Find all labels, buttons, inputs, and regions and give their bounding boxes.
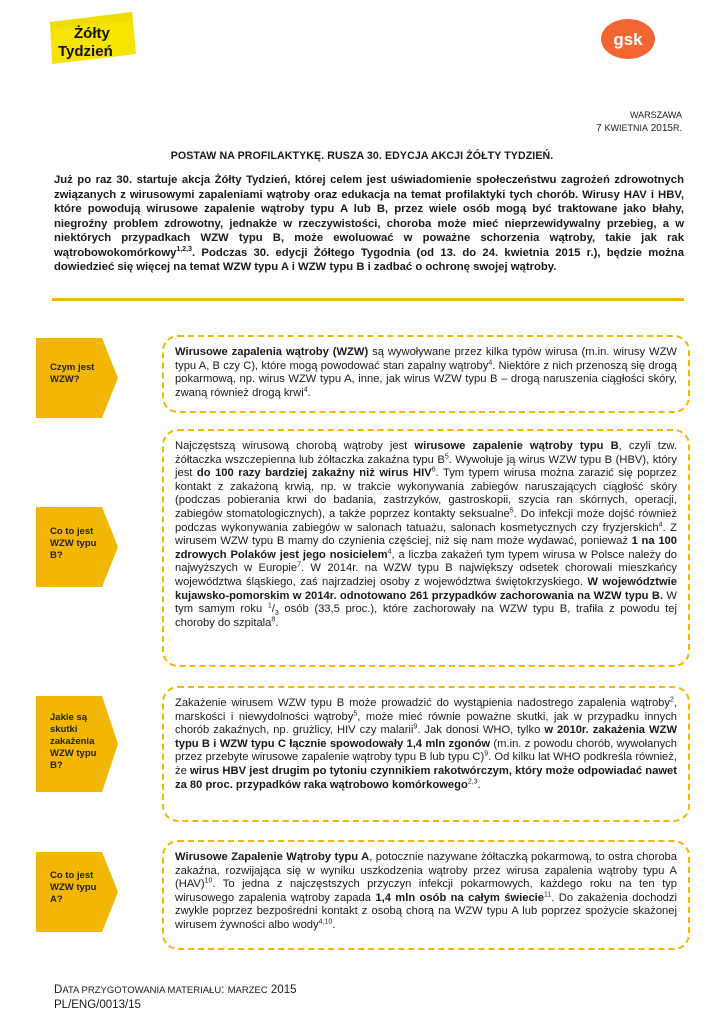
bold-text: 1,4 mln osób na całym świecie	[375, 891, 544, 904]
text: , marskości i niewydolności wątroby	[175, 697, 677, 723]
footnote-ref: 11	[544, 891, 552, 899]
footnote-ref: 4	[387, 548, 392, 556]
date-day: 7	[596, 123, 605, 134]
footnote-ref: 9	[484, 750, 489, 758]
footnote-ref: 5	[353, 709, 358, 717]
zolty-tydzien-logo	[46, 8, 138, 66]
text: są wywoływane przez kilka typów wirusa (m.in. wirusy WZW typu A, B czy C), które mogą powodować stan zapalny wątroby	[175, 346, 677, 372]
text: . Jak donosi WHO, tylko	[417, 724, 545, 737]
label-line: Jakie są	[50, 712, 87, 723]
bold-text: wirus HBV jest drugim po tytoniu czynnikiem rakotwórczym, który może odpowiadać nawet za 80 proc. przypadków raka wątrobowo komórkowego	[175, 764, 677, 791]
text: .	[307, 386, 311, 399]
label-line: B?	[50, 550, 63, 561]
bold-text: wirusowe zapalenie wątroby typu B	[414, 440, 619, 452]
bold-text: Wirusowe Zapalenie Wątroby typu A	[175, 851, 370, 863]
text: , a liczba zakażeń tym typem wirusa w Polsce należy do najwyższych w Europie	[175, 548, 677, 575]
logo-line2: Tydzień	[58, 43, 113, 60]
text: osób (33,5 proc.), które zachorowały na WZW typu B, trafiła z powodu tej choroby do szpitala	[175, 603, 677, 629]
gsk-logo	[600, 18, 656, 60]
footer-text: 2015	[267, 984, 297, 996]
footnote-ref: 5	[509, 507, 514, 515]
bold-text: W województwie kujawsko-pomorskim w 2014r. odnotowano 261 przypadków zachorowania na WZW typu B.	[175, 575, 677, 602]
text: . W 2014r. na WZW typu B największy odsetek chorowali mieszkańcy województwa śląskiego, zaś najrzadziej osoby z województwa świętokrzyskiego.	[175, 562, 677, 588]
footnote-ref: 6	[431, 466, 436, 474]
footnote-ref: 4	[303, 386, 308, 394]
section-label-wzw-a	[36, 852, 118, 932]
footer-text: MARZEC	[227, 985, 268, 996]
footer-text: :	[221, 984, 228, 996]
footer-text: D	[54, 984, 63, 996]
footnote-ref: 7	[297, 561, 301, 569]
label-line: skutki	[50, 724, 78, 735]
section-box-wzw-b-effects	[162, 686, 690, 822]
text: . Do zakażenia dochodzi zwykle poprzez bezpośredni kontakt z osobą chorą na WZW typu A lub poprzez spożycie skażonej wirusem żywności albo wody	[175, 891, 677, 931]
lead-text: . Podczas 30. edycji Żółtego Tygodnia (od 13. do 24. kwietnia 2015 r.), będzie można dowiedzieć się więcej na temat WZW typu A i WZW typu B i zadbać o ochronę swojej wątroby.	[54, 246, 684, 273]
date-year-suffix: R.	[673, 123, 682, 133]
section-text	[175, 346, 677, 400]
text: W tym samym roku	[175, 589, 677, 616]
section-text	[175, 851, 677, 933]
date-month: KWIETNIA	[604, 123, 648, 133]
footnote-ref: 1,2,3	[176, 245, 192, 253]
footnote-ref: 4,10	[318, 918, 333, 926]
footnote-ref: 2,3	[467, 777, 478, 785]
press-release-title: POSTAW NA PROFILAKTYKĘ. RUSZA 30. EDYCJA AKCJI ŻÓŁTY TYDZIEŃ.	[170, 150, 554, 162]
text: Zakażenie wirusem WZW typu B może prowadzić do wystąpienia nadostrego zapalenia wątroby	[175, 697, 670, 709]
text: Najczęstszą wirusową chorobą wątroby jest	[175, 440, 415, 452]
lead-paragraph	[54, 173, 684, 275]
footer	[54, 983, 297, 1012]
footnote-ref: 8	[271, 615, 276, 623]
document-code: PL/ENG/0013/15	[54, 999, 141, 1011]
section-label-wzw-b-effects	[36, 696, 118, 792]
label-line: WZW typu	[50, 882, 97, 893]
text: . To jedna z najczęstszych przyczyn infekcji pokarmowych, każdego roku na ten typ wirusowego zapalenia wątroby zapada	[175, 878, 677, 904]
text: .	[477, 778, 481, 791]
divider-rule	[52, 298, 684, 301]
label-line: WZW typu	[50, 748, 97, 759]
logo-line1: Żółty	[74, 25, 110, 42]
bold-text: w 2010r. zakażenia WZW typu B i WZW typu C łącznie spowodowały 1,4 mln zgonów	[175, 724, 678, 750]
fraction-denominator: 3	[274, 610, 279, 618]
label-line: A?	[50, 894, 63, 905]
label-line: WZW?	[50, 374, 80, 385]
city: WARSZAWA	[630, 110, 682, 120]
section-box-wzw-b	[162, 429, 690, 667]
text: . Tym typem wirusa można zarazić się poprzez kontakt z zakażoną krwią, np. w trakcie wykonywania zabiegów naruszających ciągłość skóry (podczas pobierania krwi do badania, zastrzyków, gastroskopii, szycia ran skórnych, operacji, zabiegów stomatologicznych), a także poprzez kontakty seksualne	[175, 467, 677, 520]
text: . Do infekcji może dojść również podczas wykonywania zabiegów w salonach tatuażu, salonach kosmetycznych czy fryzjerskich	[175, 507, 677, 534]
preparation-date	[54, 983, 297, 998]
text: , może mieć równie poważne skutki, jak w przypadku innych chorób zakaźnych, np. grużlicy, HIV czy malarii	[175, 710, 678, 737]
label-line: Co to jest	[50, 870, 94, 881]
label-line: WZW typu	[50, 538, 97, 549]
footnote-ref: 10	[204, 877, 213, 885]
section-box-wzw-a	[162, 840, 690, 950]
text: , czyli tzw. żółtaczka wszczepienna lub żółtaczka zakaźna typu B	[175, 440, 677, 466]
bold-text: 1 na 100 zdrowych Polaków jest jego nosicielem	[175, 535, 677, 561]
label-line: zakażenia	[50, 736, 95, 747]
gsk-logo-text: gsk	[613, 30, 643, 49]
text: . Z wirusem WZW typu B mamy do czynienia częściej, niż się nam może wydawać, ponieważ	[175, 521, 677, 548]
text: .	[275, 616, 279, 629]
date-year: 2015	[647, 123, 673, 134]
label-line: Co to jest	[50, 526, 94, 537]
section-text	[175, 697, 677, 792]
section-label-wzw-b	[36, 507, 118, 587]
footnote-ref: 4	[488, 358, 493, 366]
text: . Wywołuje ją wirus WZW typu B (HBV), który jest	[175, 453, 677, 480]
label-line: Czym jest	[50, 362, 95, 373]
text: , potocznie nazywane żółtaczką pokarmową, to ostra choroba zakaźna, rozwijająca się w wyniku uszkodzenia wątroby przez wirusa zapalenia wątroby typu A (HAV)	[175, 851, 677, 891]
lead-text: Już po raz 30. startuje akcja Żółty Tydzień, której celem jest uświadomienie społeczeństwu zagrożeń zdrowotnych związanych z wirusowymi zapaleniami wątroby oraz edukacja na temat profilaktyki tych chorób. Wirusy HAV i HBV, które powodują wirusowe zapalenie wątroby typu A lub B, przez wiele osób mogą być traktowane jako błahy, niegroźny problem zdrowotny, jednakże w rzeczywistości, choroba może mieć nieprzewidywalny przebieg, a w niektórych przypadkach WZW typu B, może ewoluować w poważne schorzenia wątroby, takie jak rak wątrobowokomórkowy	[54, 174, 684, 259]
text: . Niektóre z nich przenoszą się drogą pokarmową, np. wirus WZW typu A, inne, jak wirus WZW typu B – drogą naruszenia ciągłości skóry, zwaną również drogą krwi	[175, 359, 677, 399]
footnote-ref: 9	[413, 723, 418, 731]
fraction-numerator: 1	[267, 602, 272, 610]
bold-text: do 100 razy bardziej zakaźny niż wirus HIV	[196, 467, 432, 480]
text: .	[332, 918, 336, 931]
footnote-ref: 4	[658, 520, 663, 528]
footnote-ref: 2	[669, 696, 674, 704]
label-line: B?	[50, 760, 63, 771]
bold-text: Wirusowe zapalenia wątroby (WZW)	[175, 346, 369, 358]
text: . Od kilku lat WHO podkreśla również, że	[175, 751, 677, 777]
footnote-ref: 5	[444, 452, 449, 460]
section-label-what-is-wzw	[36, 338, 118, 418]
section-text: Najczęstszą wirusową chorobą wątroby jest wirusowe zapalenie wątroby typu B, czyli tzw. żółtaczka wszczepienna lub żółtaczka zakaźna typu $B^5$. Wywołuje ją wirus WZW typu B (HBV), który jest do 100 razy bardziej zakaźny niż wirus HIV$^6$. Tym typem wirusa można zarazić się poprzez kontakt z zakażoną krwią, np. w trakcie wykonywania zabiegów naruszających ciągłość skóry (podczas pobierania krwi do badania, zastrzyków, gastroskopii, szycia ran skórnych, operacji, zabiegów stomatologicznych), a także poprzez kontakty seksualne$^5$. Do infekcji może dojść również podczas wykonywania zabiegów w salonach tatuażu, salonach kosmetycznych czy fryzjerskich$^4$. Z wirusem WZW typu B mamy do czynienia częściej, niż się nam może wydawać, ponieważ 1 na 100 zdrowych Polaków jest jego nosicielem$^4$, a liczba zakażeń tym typem wirusa w Polsce należy do najwyższych w Europie$^7$. W 2014r. na WZW typu B największy odsetek chorowali mieszkańcy województwa śląskiego, zaś najrzadziej osoby z województwa świętokrzyskiego. W województwie kujawsko-pomorskim w 2014r. odnotowano 261 przypadków zachorowania na WZW typu B. W tym samym roku $^1/_3$ osób (33,5 proc.), które zachorowały na WZW typu B, trafiła z powodu tej choroby do szpitala$^8$.	[175, 440, 677, 629]
section-box-what-is-wzw	[162, 335, 690, 413]
footer-text: ATA PRZYGOTOWANIA MATERIAŁU	[62, 985, 222, 996]
date	[596, 122, 682, 135]
text: (m.in. z powodu chorób, wywołanych przez przebyte wirusowe zapalenie wątroby typu B lub typu C)	[175, 737, 677, 764]
place-date	[596, 109, 682, 135]
